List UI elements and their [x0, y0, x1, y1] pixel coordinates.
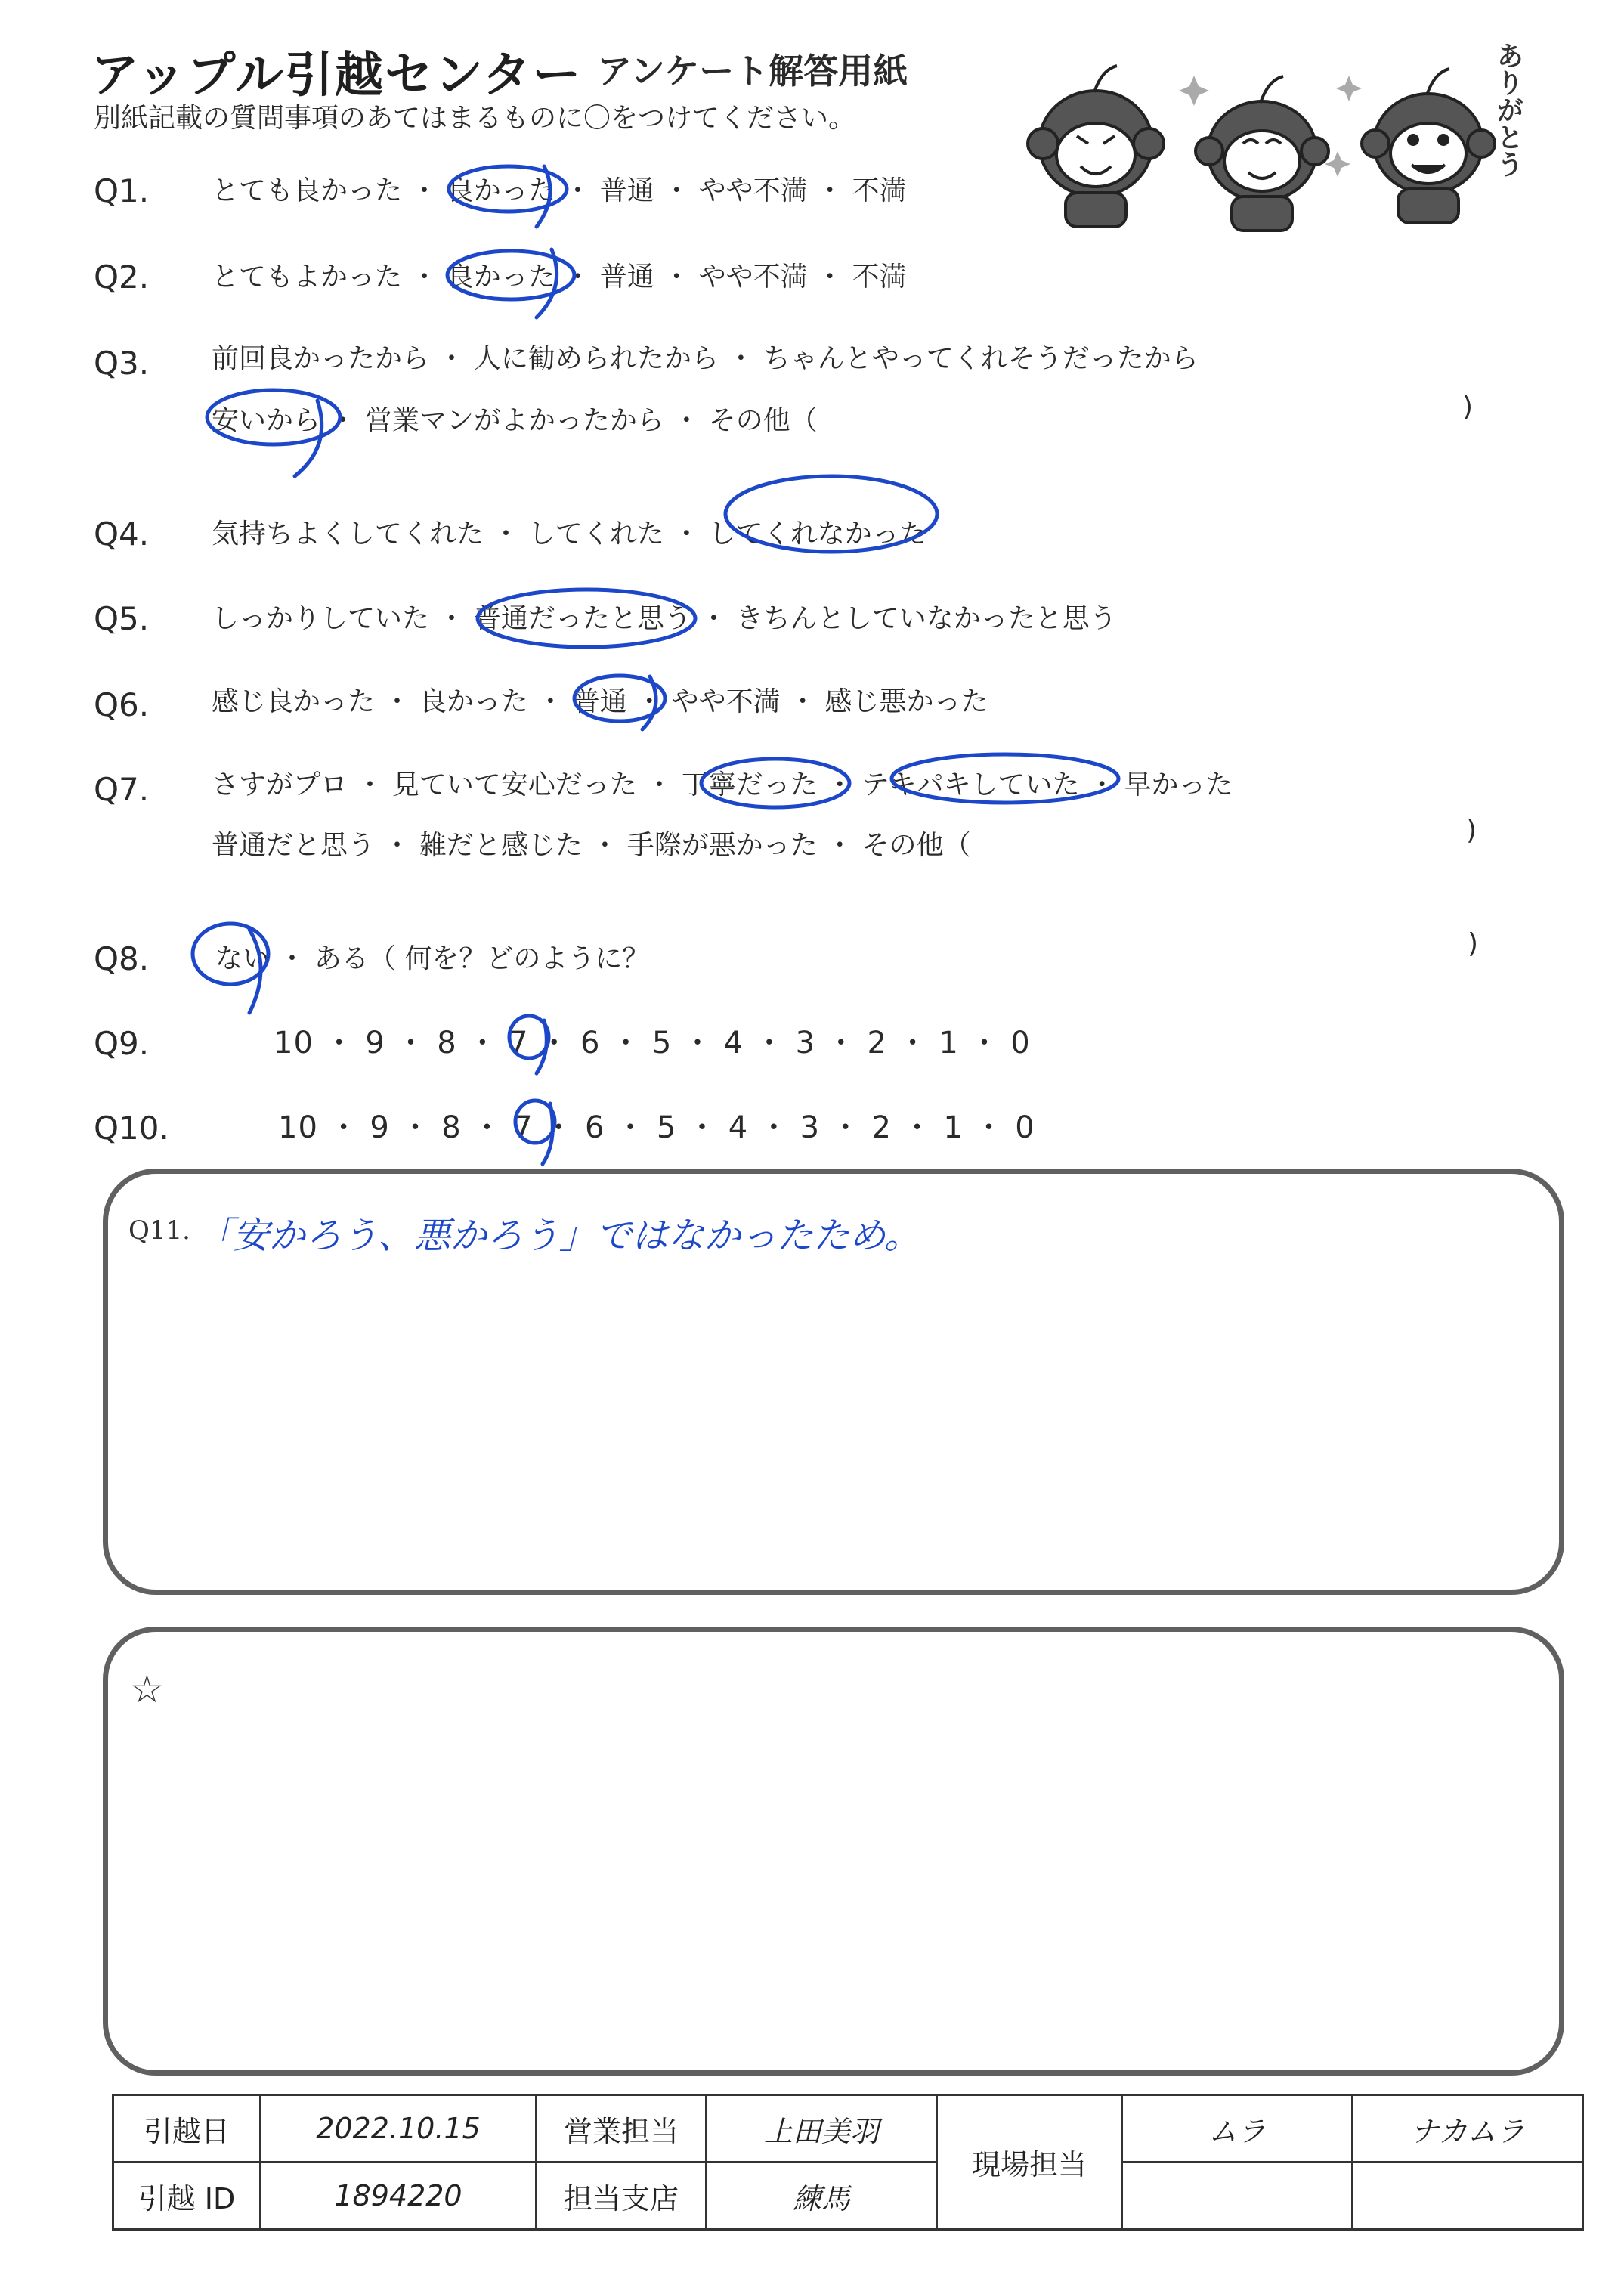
q5-selection-circle — [478, 590, 695, 647]
q8-label: Q8. — [94, 940, 150, 977]
q8-options[interactable]: ない ・ ある（ 何を？どのように？ — [215, 943, 650, 974]
q11-label: Q11. — [128, 1215, 190, 1246]
q5-options[interactable]: しっかりしていた ・ 普通だったと思う ・ きちんとしていなかったと思う — [212, 603, 1117, 634]
q2-label: Q2. — [94, 259, 150, 296]
q4-selection-circle — [725, 476, 937, 552]
q10-selection-tail — [543, 1104, 552, 1164]
branch-value: 練馬 — [707, 2162, 937, 2230]
move-date-label: 引越日 — [113, 2095, 261, 2162]
q9-selection-tail — [537, 1020, 546, 1073]
q8-selection-tail — [249, 930, 261, 1013]
instruction-text: 別紙記載の質問事項のあてはまるものに〇をつけてください。 — [94, 103, 856, 134]
q4-options[interactable]: 気持ちよくしてくれた ・ してくれた ・ してくれなかった — [212, 519, 926, 550]
q1-label: Q1. — [94, 172, 150, 209]
site-rep-value-1: ムラ — [1122, 2095, 1353, 2162]
q7-options-line1[interactable]: さすがプロ ・ 見ていて安心だった ・ 丁寧だった ・ テキパキしていた ・ 早かった — [212, 769, 1233, 800]
q7-label: Q7. — [94, 771, 150, 808]
form-title: アップル引越センター — [91, 48, 583, 104]
site-rep-label: 現場担当 — [937, 2095, 1122, 2230]
q3-label: Q3. — [94, 345, 150, 382]
q9-scale[interactable]: 10 ・ 9 ・ 8 ・ 7 ・ 6 ・ 5 ・ 4 ・ 3 ・ 2 ・ 1 ・ 0 — [274, 1026, 1031, 1060]
q2-selection-tail — [537, 249, 557, 317]
move-id-value: 1894220 — [261, 2162, 537, 2230]
form-subtitle: アンケート解答用紙 — [597, 51, 908, 91]
sales-rep-label: 営業担当 — [537, 2095, 707, 2162]
q8-selection-circle — [193, 924, 268, 984]
q8-close-paren: ) — [1468, 928, 1479, 959]
q1-options[interactable]: とても良かった ・ 良かった ・ 普通 ・ やや不満 ・ 不満 — [212, 175, 907, 206]
site-rep-value-2: ナカムラ — [1353, 2095, 1583, 2162]
q6-options[interactable]: 感じ良かった ・ 良かった ・ 普通 ・ やや不満 ・ 感じ悪かった — [212, 686, 988, 717]
q6-selection-tail — [642, 676, 656, 729]
site-rep-empty-2 — [1353, 2162, 1583, 2230]
move-id-label: 引越 ID — [113, 2162, 261, 2230]
site-rep-empty-1 — [1122, 2162, 1353, 2230]
q10-label: Q10. — [94, 1110, 169, 1147]
q4-label: Q4. — [94, 515, 150, 553]
q9-label: Q9. — [94, 1025, 150, 1062]
q10-scale[interactable]: 10 ・ 9 ・ 8 ・ 7 ・ 6 ・ 5 ・ 4 ・ 3 ・ 2 ・ 1 ・ 0 — [278, 1110, 1035, 1145]
q2-options[interactable]: とてもよかった ・ 良かった ・ 普通 ・ やや不満 ・ 不満 — [212, 262, 907, 293]
q1-selection-tail — [537, 166, 550, 227]
sales-rep-value: 上田美羽 — [707, 2095, 937, 2162]
q11-handwritten-answer: 「安かろう、悪かろう」ではなかったため。 — [196, 1215, 921, 1257]
q6-label: Q6. — [94, 686, 150, 723]
q5-label: Q5. — [94, 600, 150, 637]
star-comment-box[interactable] — [103, 1627, 1564, 2076]
footer-info-table — [112, 2094, 1584, 2231]
move-date-value: 2022.10.15 — [261, 2095, 537, 2162]
mascot-text: ありがとう — [1493, 42, 1523, 178]
branch-label: 担当支店 — [537, 2162, 707, 2230]
q7-options-line2[interactable]: 普通だと思う ・ 雑だと感じた ・ 手際が悪かった ・ その他（ — [212, 830, 971, 861]
q3-options-line1[interactable]: 前回良かったから ・ 人に勧められたから ・ ちゃんとやってくれそうだったから — [212, 343, 1199, 374]
q3-options-line2[interactable]: 安いから ・ 営業マンがよかったから ・ その他（ — [212, 405, 818, 436]
star-icon: ☆ — [130, 1667, 164, 1711]
q7-selection-circle-polite — [701, 759, 849, 807]
q7-close-paren: ) — [1466, 815, 1477, 846]
q10-selection-circle — [515, 1101, 555, 1143]
q3-close-paren: ) — [1462, 392, 1474, 423]
q7-selection-circle-efficient — [892, 754, 1118, 803]
